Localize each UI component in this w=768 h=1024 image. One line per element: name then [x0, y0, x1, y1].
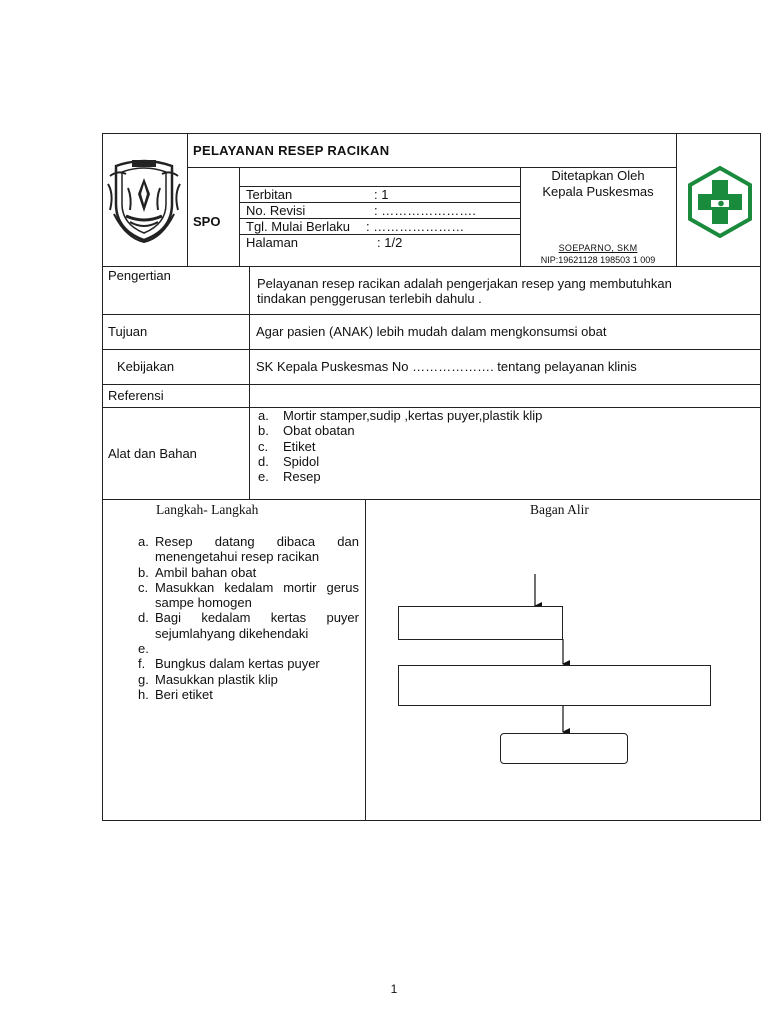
pengertian-text-line-2: tindakan penggerusan terlebih dahulu .	[257, 291, 482, 306]
document-title: PELAYANAN RESEP RACIKAN	[193, 143, 390, 158]
field-value-terbitan: : 1	[374, 187, 389, 202]
header-divider	[187, 133, 188, 266]
list-item: d. Bagi kedalam kertas puyer sejumlahyang dikehendaki	[138, 610, 359, 641]
row-divider	[102, 314, 761, 315]
label-pengertian: Pengertian	[108, 268, 171, 283]
list-item: a. Resep datang dibaca dan menengetahui resep racikan	[138, 534, 359, 565]
pengertian-text-line-1: Pelayanan resep racikan adalah pengerjakan resep yang membutuhkan	[257, 276, 672, 291]
list-item: g. Masukkan plastik klip	[138, 671, 278, 687]
page-number: 1	[390, 982, 398, 996]
header-divider	[676, 133, 677, 266]
list-item: c. Masukkan kedalam mortir gerus sampe homogen	[138, 579, 359, 611]
list-item: b. Obat obatan	[258, 423, 355, 439]
field-value-revisi: : ………………….	[374, 203, 476, 218]
approval-line-2: Kepala Puskesmas	[542, 184, 654, 199]
flowchart-process-box	[398, 606, 563, 640]
langkah-heading: Langkah- Langkah	[156, 502, 259, 517]
langkah-list	[138, 534, 359, 702]
kebijakan-text: SK Kepala Puskesmas No ………………. tentang pelayanan klinis	[256, 359, 637, 374]
signer-name: SOEPARNO, SKM	[558, 243, 638, 253]
list-item: e.	[138, 641, 149, 657]
flowchart-process-box	[398, 665, 711, 706]
list-item: f. Bungkus dalam kertas puyer	[138, 656, 320, 672]
header-divider	[239, 167, 240, 266]
list-item: e. Resep	[258, 469, 321, 485]
flowchart-terminal-box	[500, 733, 628, 764]
row-divider	[102, 266, 761, 267]
spo-label: SPO	[193, 214, 221, 229]
tujuan-text: Agar pasien (ANAK) lebih mudah dalam mengkonsumsi obat	[256, 324, 607, 339]
list-item: b. Ambil bahan obat	[138, 564, 257, 580]
label-alat-bahan: Alat dan Bahan	[108, 446, 197, 461]
table-border-bottom	[102, 820, 761, 821]
list-item: a. Mortir stamper,sudip ,kertas puyer,plastik klip	[258, 408, 543, 423]
approval-line-1: Ditetapkan Oleh	[551, 168, 645, 183]
row-divider	[102, 384, 761, 385]
label-referensi: Referensi	[108, 388, 164, 403]
list-item: h. Beri etiket	[138, 686, 213, 702]
label-kebijakan: Kebijakan	[117, 359, 175, 374]
table-border-top	[102, 133, 761, 134]
table-border-right	[760, 133, 761, 820]
field-value-tgl: : …………………	[366, 219, 465, 234]
field-value-halaman: : 1/2	[377, 235, 403, 250]
field-label-halaman: Halaman	[246, 235, 299, 250]
regional-emblem-icon	[106, 154, 182, 244]
row-divider	[102, 349, 761, 350]
field-label-revisi: No. Revisi	[246, 203, 306, 218]
bagan-heading: Bagan Alir	[530, 502, 589, 517]
row-divider	[102, 499, 761, 500]
field-label-terbitan: Terbitan	[246, 187, 293, 202]
field-label-tgl: Tgl. Mulai Berlaku	[246, 219, 351, 234]
label-tujuan: Tujuan	[108, 324, 148, 339]
signer-nip: NIP:19621128 198503 1 009	[540, 255, 656, 265]
column-divider	[249, 266, 250, 499]
list-item: c. Etiket	[258, 438, 316, 454]
list-item: d. Spidol	[258, 453, 320, 469]
puskesmas-logo-icon	[684, 166, 756, 238]
table-border-left	[102, 133, 103, 820]
alat-bahan-list	[258, 408, 738, 484]
